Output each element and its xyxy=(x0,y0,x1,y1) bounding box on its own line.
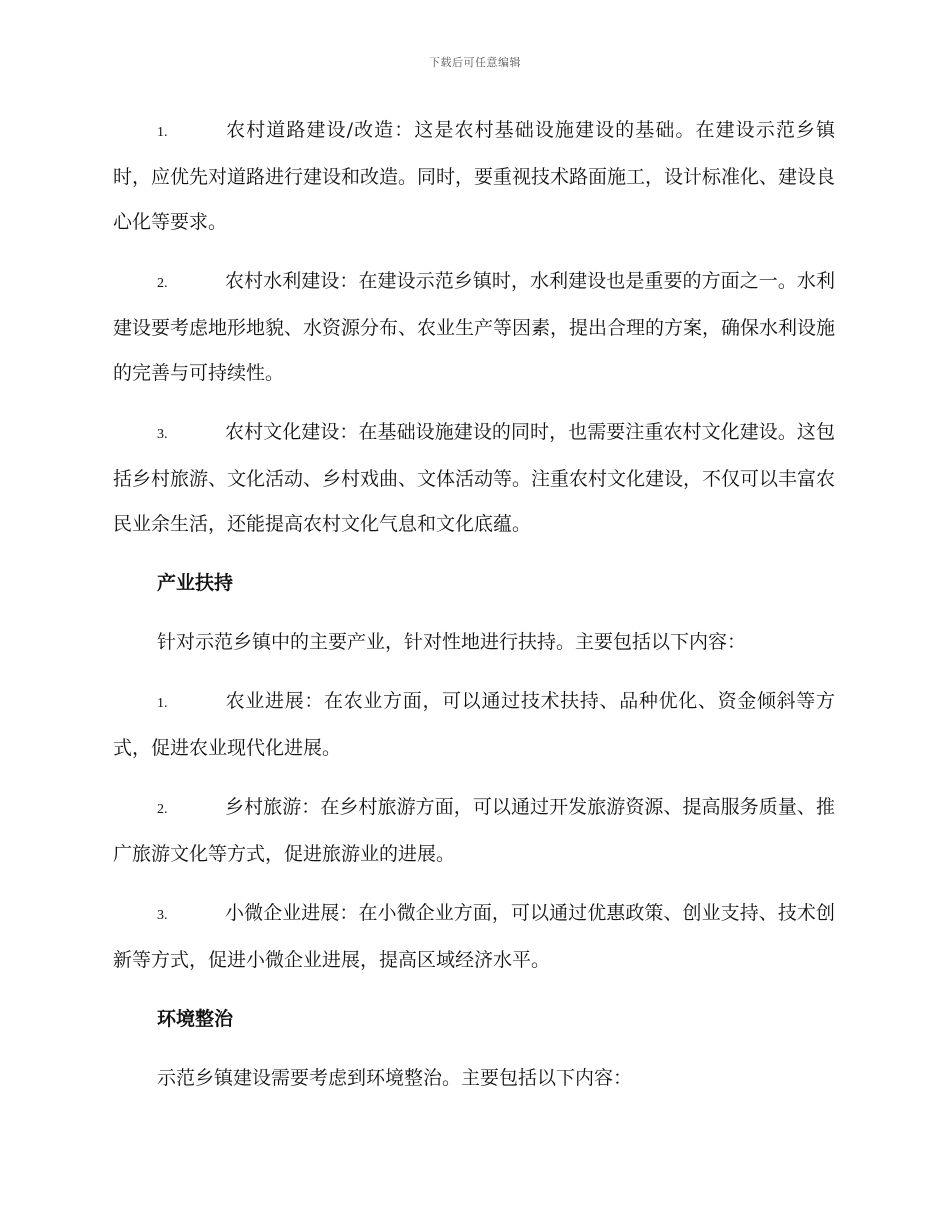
list-item xyxy=(113,785,835,877)
list-number: 3. xyxy=(157,908,168,923)
list-number: 2. xyxy=(157,802,168,817)
list-number: 1. xyxy=(157,125,168,140)
list-number: 2. xyxy=(157,276,168,291)
document-body xyxy=(113,108,835,1115)
list-text: 农业进展：在农业方面，可以通过技术扶持、品种优化、资金倾斜等方式，促进农业现代化进展。 xyxy=(113,690,835,759)
list-text: 小微企业进展：在小微企业方面，可以通过优惠政策、创业支持、技术创新等方式，促进小微企业进展，提高区域经济水平。 xyxy=(113,902,835,971)
section-heading-industry: 产业扶持 xyxy=(157,572,234,594)
section-heading-environment: 环境整治 xyxy=(157,1008,234,1030)
page-header-note: 下载后可任意编辑 xyxy=(429,56,521,69)
section-intro-environment: 示范乡镇建设需要考虑到环境整治。主要包括以下内容： xyxy=(157,1067,633,1089)
list-number: 1. xyxy=(157,696,168,711)
section-intro-industry: 针对示范乡镇中的主要产业，针对性地进行扶持。主要包括以下内容： xyxy=(157,631,747,653)
list-number: 3. xyxy=(157,427,168,442)
list-text: 农村文化建设：在基础设施建设的同时，也需要注重农村文化建设。这包括乡村旅游、文化活动、乡村戏曲、文体活动等。注重农村文化建设，不仅可以丰富农民业余生活，还能提高农村文化气息和文化底蕴。 xyxy=(113,421,836,535)
list-item xyxy=(113,108,835,245)
list-text: 乡村旅游：在乡村旅游方面，可以通过开发旅游资源、提高服务质量、推广旅游文化等方式，促进旅游业的进展。 xyxy=(113,796,835,865)
list-item xyxy=(113,891,835,983)
list-text: 农村水利建设：在建设示范乡镇时，水利建设也是重要的方面之一。水利建设要考虑地形地貌、水资源分布、农业生产等因素，提出合理的方案，确保水利设施的完善与可持续性。 xyxy=(113,270,836,384)
list-text: 农村道路建设/改造：这是农村基础设施建设的基础。在建设示范乡镇时，应优先对道路进行建设和改造。同时，要重视技术路面施工，设计标准化、建设良心化等要求。 xyxy=(113,119,836,233)
list-item xyxy=(113,259,835,396)
list-item xyxy=(113,679,835,771)
list-item xyxy=(113,410,835,547)
